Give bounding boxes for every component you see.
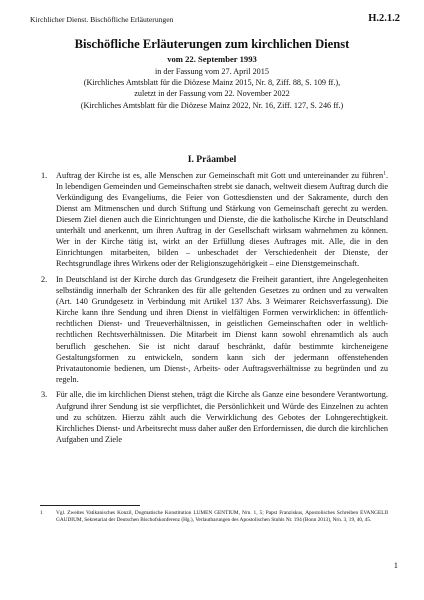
paragraph-text-part: Auftrag der Kirche ist es, alle Menschen zur Gemeinschaft mit Gott und untereinander zu führen [56,171,384,180]
running-header [30,14,400,28]
paragraph-text [56,170,388,269]
paragraph-text-part: . In lebendigen Gemeinden und Gemeinschaften strebt sie danach, weltweit diesem Auftrag durch die Verkündigung des Evangeliums, die Feier von Gottesdiensten und der Sakramente, durch den Dienst am Mitmenschen und durch Stiftung und Stärkung von Gemeinschaft gerecht zu werden. Diesem Ziel dienen auch die Einrichtungen und Dienste, die die katholische Kirche in Deutschland unterhält und anerkennt, um ihren Auftrag in der Gesellschaft wirksam wahrnehmen zu können. Wer in der Kirche tätig ist, wirkt an der Erfüllung dieses Auftrages mit. Alle, die in den Einrichtungen mitarbeiten, bilden – unbeschadet der Verschiedenheit der Dienste, der Rechtsgrundlage ihres Wirkens oder der Religionszugehörigkeit – eine Dienstgemeinschaft. [56,171,388,269]
footnote-text: Vgl. Zweites Vatikanisches Konzil, Dogmatische Konstitution LUMEN GENTIUM, Nrn. 1, 5; Papst Franziskus, Apostolisches Schreiben EVANGELII GAUDIUM, Sekretariat der Deutschen Bischofskonferenz (Hg.), Verlautbarungen des Apostolischen Stuhls Nr. 194 (Bonn 2013), Nrn. 3, 19, 40, 45. [56,510,388,524]
paragraph-2 [41,274,388,384]
document-date: vom 22. September 1993 [167,54,257,64]
version-line-3: zuletzt in der Fassung vom 22. November 2022 [134,89,290,99]
footnote-divider [40,505,140,506]
version-line-1: in der Fassung vom 27. April 2015 [155,67,269,76]
section-heading: I. Präambel [187,154,237,165]
body-text [41,170,388,450]
document-code: H.2.1.2 [368,13,400,24]
paragraph-text: Für alle, die im kirchlichen Dienst stehen, trägt die Kirche als Ganze eine besondere Verantwortung. Aufgrund ihrer Sendung ist sie verpflichtet, die Persönlichkeit und Würde des Einzelnen zu achten und zu schützen. Hierzu zählt auch die Verwirklichung des Gebotes der Lohngerechtigkeit. Kirchliches Dienst- und Arbeitsrecht muss daher außer den Erfordernissen, die durch die kirchlichen Aufgaben und Ziele [56,390,388,444]
footnote-reference[interactable]: 1 [383,170,386,177]
document-title: Bischöfliche Erläuterungen zum kirchlichen Dienst [74,37,350,51]
title-block [40,37,384,111]
page-number: 1 [393,560,398,570]
footnote [40,510,388,524]
paragraph-text: In Deutschland ist der Kirche durch das Grundgesetz die Freiheit garantiert, ihre Angelegenheiten selbständig innerhalb der Schranken des für alle geltenden Gesetzes zu ordnen und zu verwalten (Art. 140 Grundgesetz in Verbindung mit Artikel 137 Abs. 3 Weimarer Reichsverfassung). Die Kirche kann ihre Sendung und ihren Dienst in vielfältigen Formen verwirklichen: in öffentlich-rechtlichen Dienst- und Treueverhältnissen, in geistlichen Gemeinschaften oder in weltlich-rechtlichen Rechtsverhältnissen. Die Mitarbeit im Dienst kann sowohl ehrenamtlich als auch beruflich geschehen. Sie ist nicht darauf beschränkt, dafür bestimmte kircheneigene Gestaltungsformen zu entwickeln, sondern kann sich der jedermann offenstehenden Privatautonomie bedienen, um Dienst-, Arbeits- oder Auftragsverhältnisse zu begründen und zu regeln. [56,275,388,384]
running-title: Kirchlicher Dienst. Bischöfliche Erläuterungen [30,15,174,24]
paragraph-1 [41,170,388,269]
version-line-4: (Kirchliches Amtsblatt für die Diözese Mainz 2022, Nr. 16, Ziff. 127, S. 246 ff.) [80,100,344,110]
version-line-2: (Kirchliches Amtsblatt für die Diözese Mainz 2015, Nr. 8, Ziff. 88, S. 109 ff.), [83,78,341,88]
footnote-number: 1 [40,510,43,516]
paragraph-3 [41,389,388,444]
paragraph-number: 2. [41,275,48,285]
paragraph-number: 1. [41,171,48,180]
paragraph-number: 3. [41,390,48,400]
